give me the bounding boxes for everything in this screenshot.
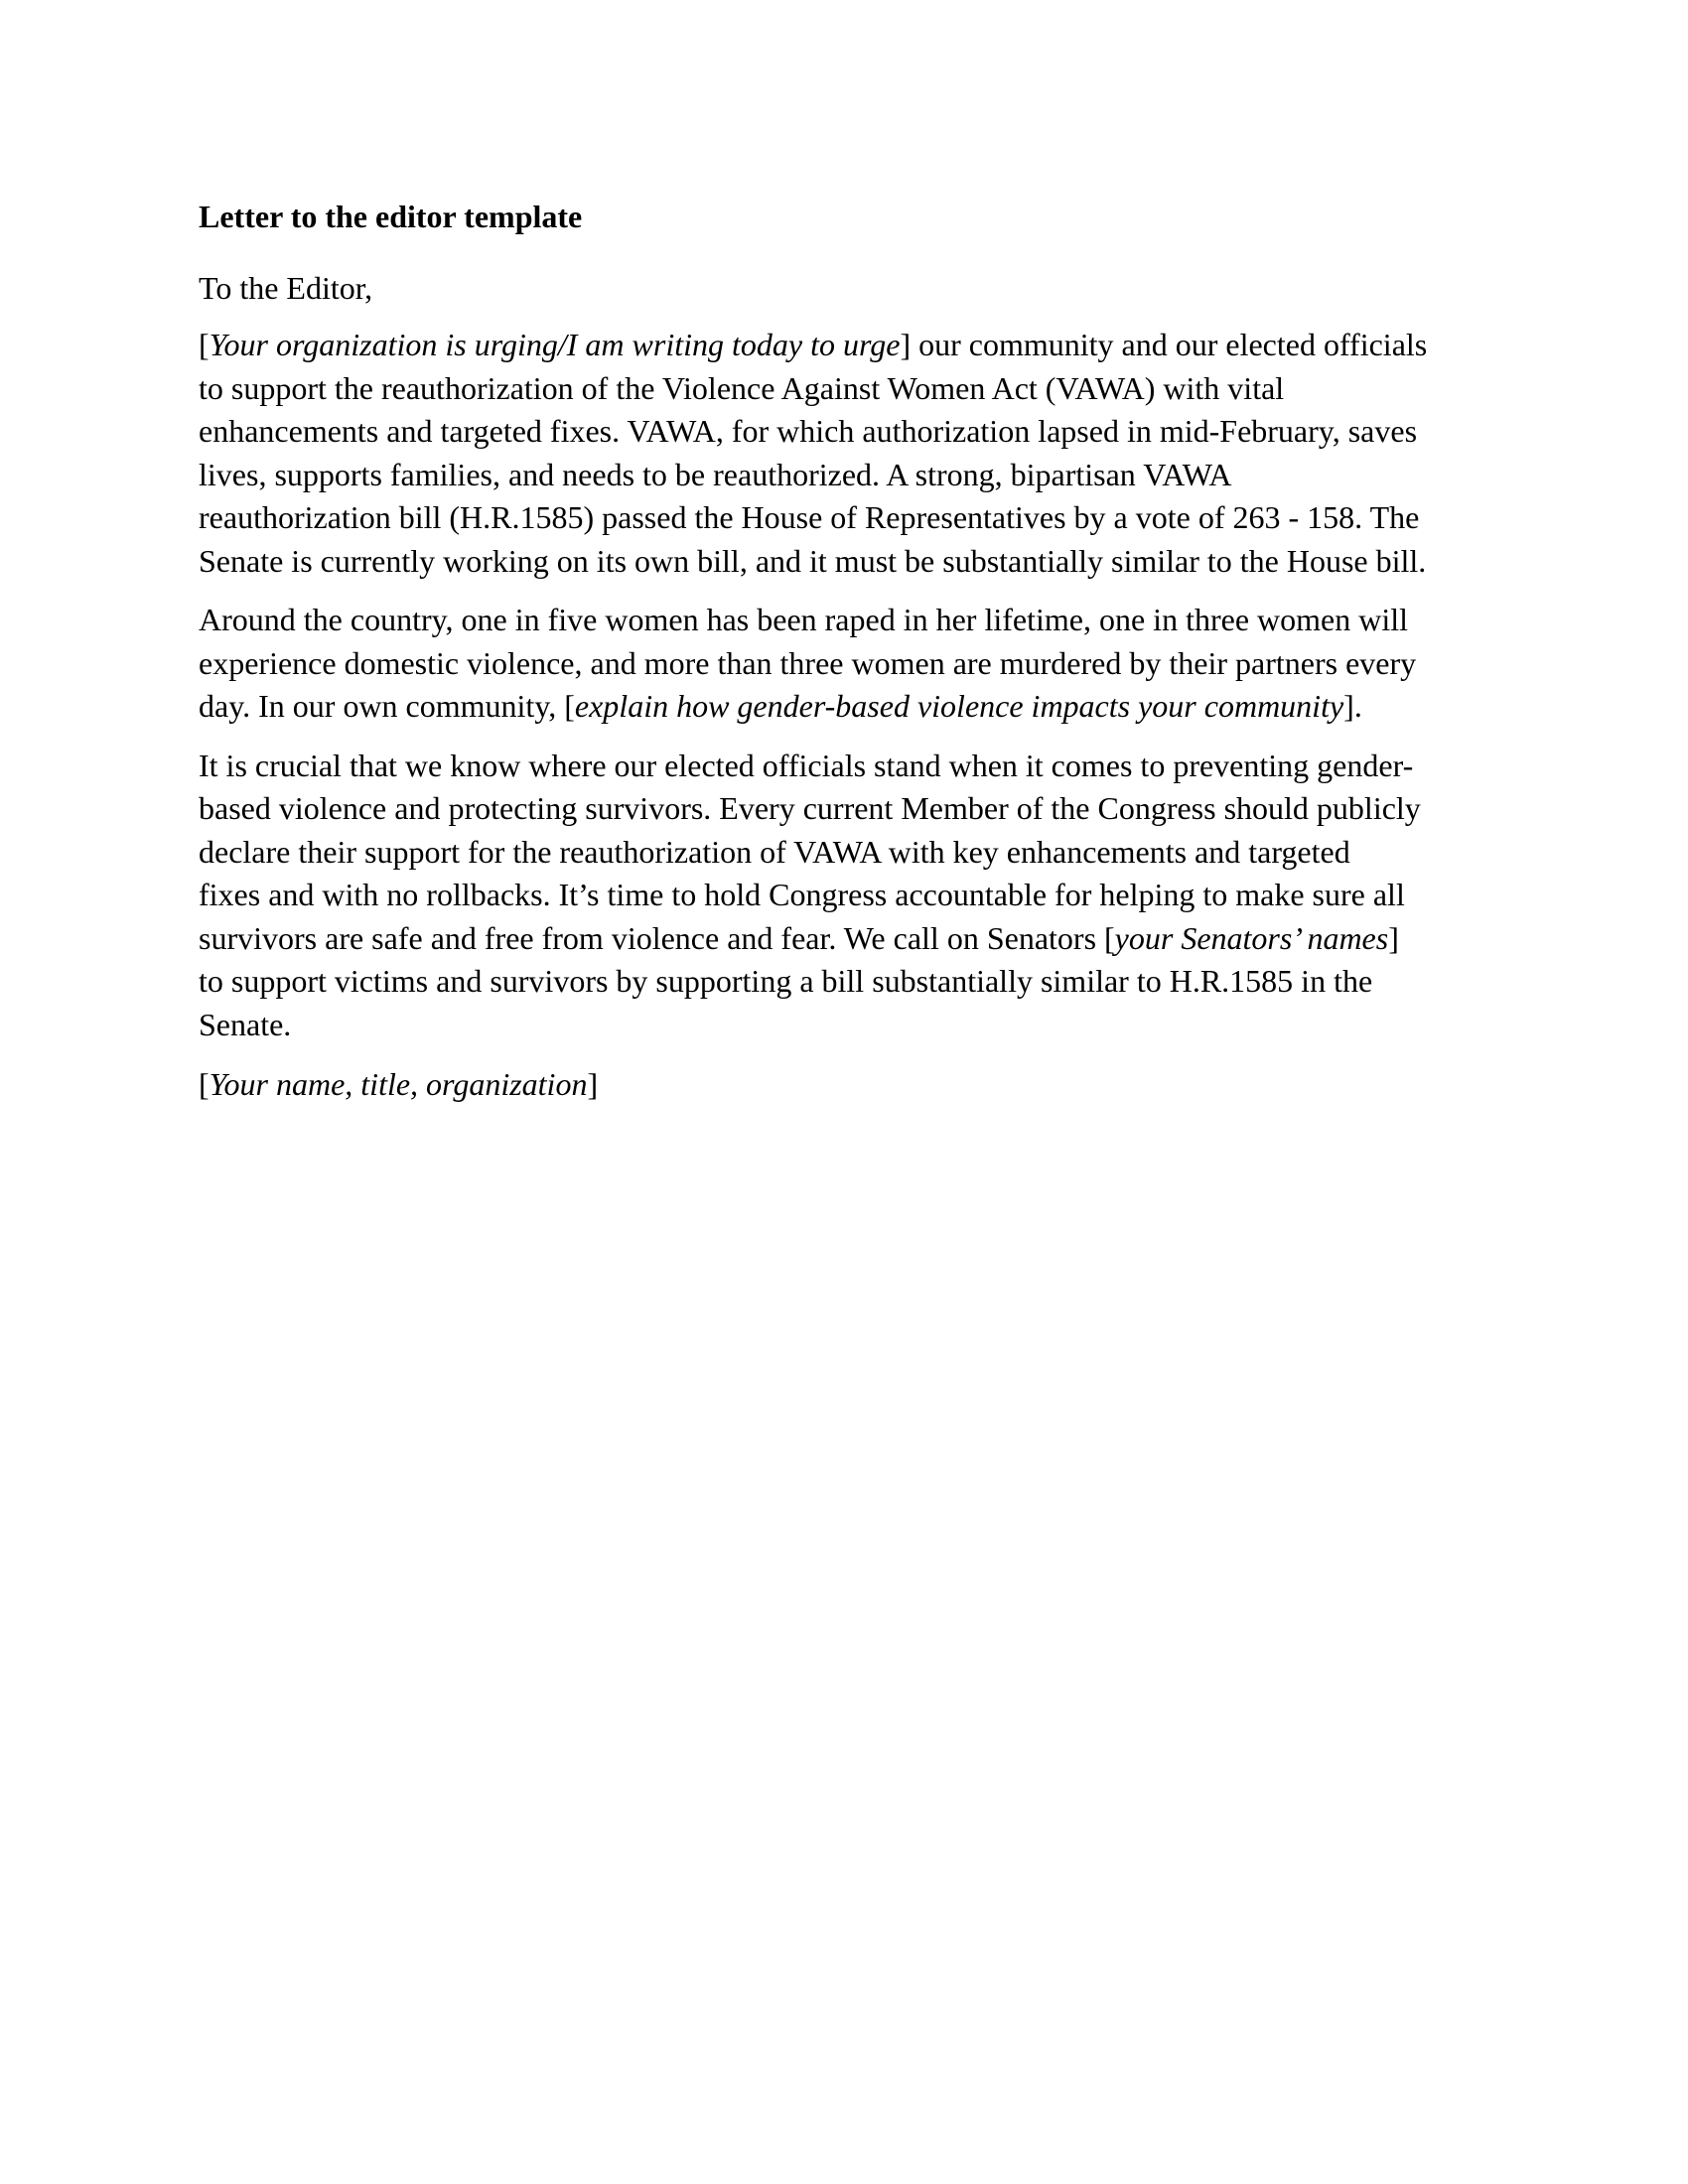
text-line — [199, 496, 1509, 540]
text-run: It is crucial that we know where our elected officials stand when it comes to preventing gender- — [199, 747, 1414, 783]
document-title: Letter to the editor template — [199, 199, 583, 234]
text-run: day. In our own community, [ — [199, 688, 575, 724]
text-line — [199, 1066, 598, 1102]
text-run: enhancements and targeted fixes. VAWA, for which authorization lapsed in mid-February, saves — [199, 413, 1418, 449]
text-line — [199, 787, 1509, 831]
text-line — [199, 1004, 1509, 1047]
text-run: survivors are safe and free from violence and fear. We call on Senators [ — [199, 919, 1115, 956]
text-line — [199, 454, 1509, 497]
text-run: declare their support for the reauthorization of VAWA with key enhancements and targeted — [199, 833, 1350, 870]
italic-run: Your organization is urging/I am writing today to urge — [209, 327, 901, 362]
text-run: fixes and with no rollbacks. It’s time to hold Congress accountable for helping to make sure all — [199, 877, 1405, 912]
text-run: to support victims and survivors by supporting a bill substantially similar to H.R.1585 in the — [199, 963, 1373, 999]
text-run: ]. — [1343, 688, 1362, 724]
letter-page — [199, 195, 1509, 1106]
italic-run: Your name, title, organization — [209, 1066, 588, 1102]
text-run: Around the country, one in five women has been raped in her lifetime, one in three women will — [199, 602, 1408, 637]
italic-run: explain how gender-based violence impacts your community — [574, 688, 1344, 724]
text-run: [ — [199, 327, 210, 362]
italic-run: your Senators’ names — [1114, 919, 1389, 956]
text-run: [ — [199, 1066, 210, 1102]
text-line — [199, 367, 1509, 411]
text-line — [199, 745, 1509, 788]
text-line — [199, 642, 1509, 686]
text-line — [199, 917, 1509, 961]
text-run: to support the reauthorization of the Violence Against Women Act (VAWA) with vital — [199, 369, 1285, 406]
text-run: based violence and protecting survivors. Every current Member of the Congress should publicly — [199, 790, 1421, 826]
text-line — [199, 324, 1509, 367]
text-line — [199, 599, 1509, 642]
text-run: ] — [1388, 919, 1399, 956]
text-run: experience domestic violence, and more than three women are murdered by their partners every — [199, 644, 1417, 681]
paragraph-3 — [199, 745, 1509, 1047]
text-line — [199, 874, 1509, 917]
salutation: To the Editor, — [199, 270, 373, 306]
text-line — [199, 410, 1509, 454]
signature-placeholder — [199, 1062, 1509, 1106]
text-run: Senate is currently working on its own bill, and it must be substantially similar to the House bill. — [199, 542, 1427, 579]
text-run: Senate. — [199, 1006, 292, 1042]
text-run: reauthorization bill (H.R.1585) passed the House of Representatives by a vote of 263 - 158. The — [199, 499, 1420, 535]
paragraph-2 — [199, 599, 1509, 729]
text-run: lives, supports families, and needs to be reauthorized. A strong, bipartisan VAWA — [199, 456, 1232, 492]
text-run: ] — [587, 1066, 599, 1102]
text-line — [199, 685, 1509, 729]
text-line — [199, 831, 1509, 875]
text-run: ] our community and our elected officials — [900, 327, 1428, 362]
paragraph-1 — [199, 324, 1509, 583]
text-line — [199, 540, 1509, 584]
text-line — [199, 960, 1509, 1004]
